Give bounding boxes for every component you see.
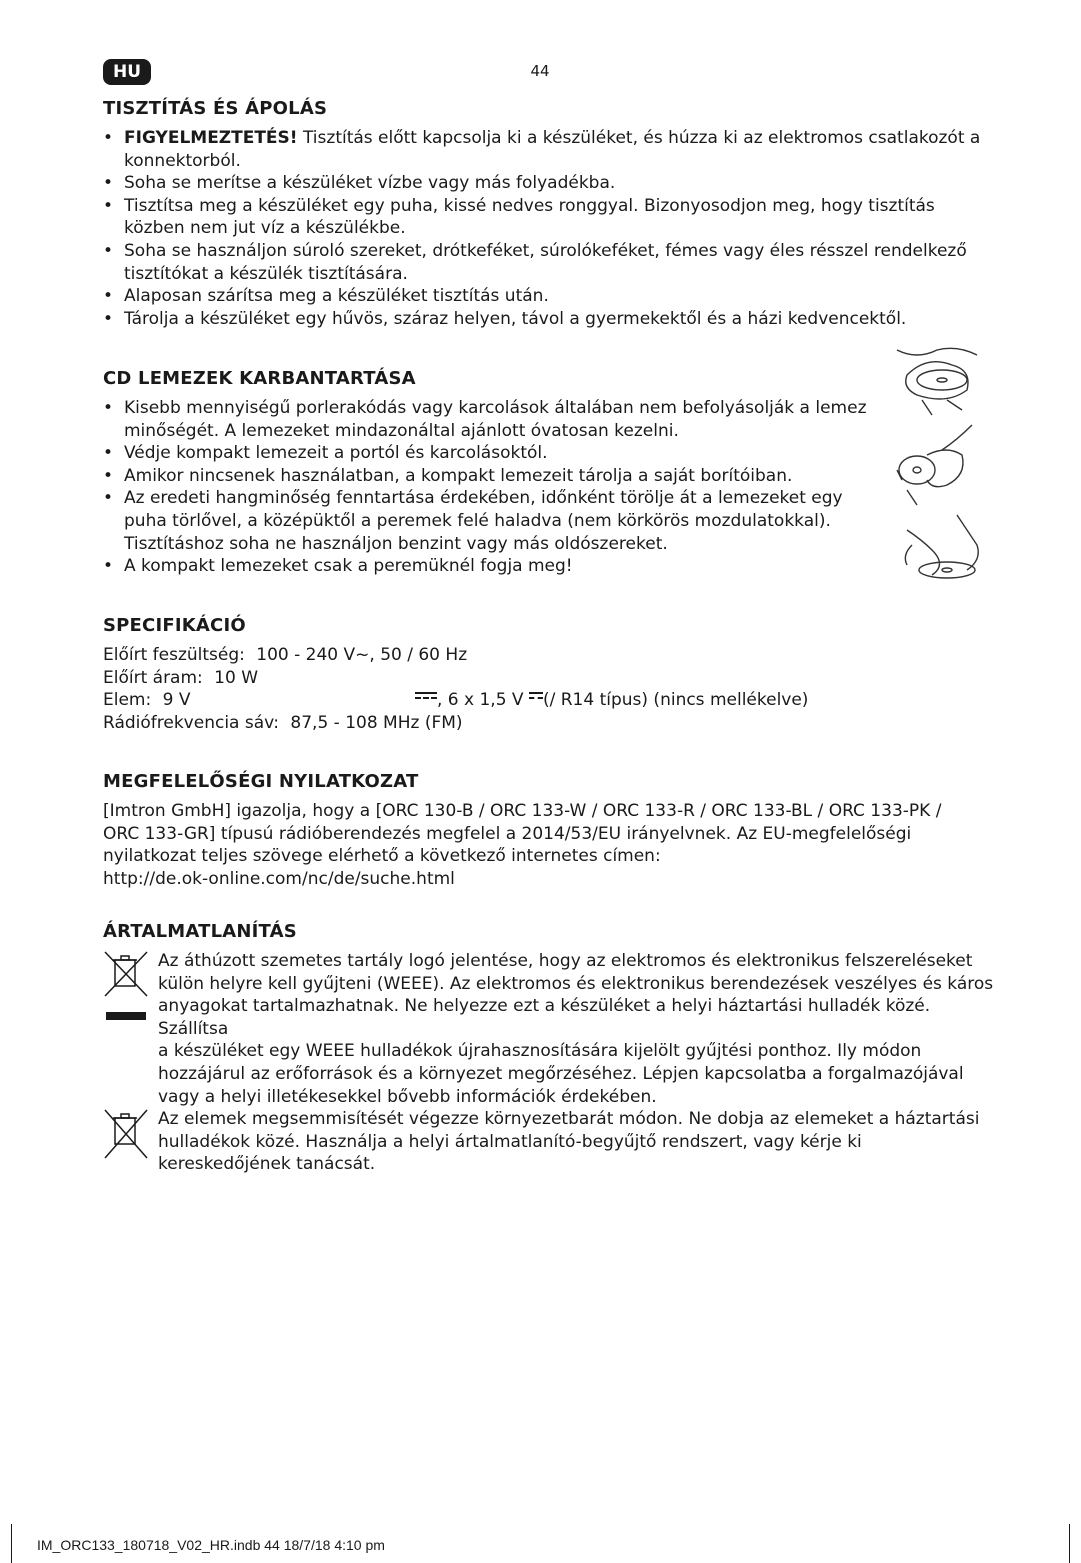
spec-current-row: Előírt áram: 10 W (103, 667, 259, 688)
crossed-bin-icon (103, 950, 149, 1030)
cleaning-section (103, 97, 983, 330)
weee-block (103, 950, 1003, 1108)
disposal-title: ÁRTALMATLANÍTÁS (103, 921, 297, 942)
spec-radio-row: Rádiófrekvencia sáv: 87,5 - 108 MHz (FM) (103, 712, 463, 733)
warning-label: FIGYELMEZTETÉS! (124, 128, 298, 148)
cd-care-list (103, 397, 883, 578)
battery-symbol-icon: ( (542, 690, 550, 711)
weee-text: Az áthúzott szemetes tartály logó jelentése, hogy az elektromos és elektronikus felszereléseket külön helyre kell gyűjteni (WEEE). Az elektromos és elektronikus berendezések veszélyes és káros anyagokat tartalmazhatnak. Ne helyezze ezt a készüléket a helyi háztartási hulladék közé. Szállítsa a készüléket egy WEEE hulladékok újrahasznosítására kijelölt gyűjtési ponthoz. Ily módon hozzájárul az erőforrások és a környezet megőrzéséhez. Lépjen kapcsolatba a forgalmazójával vagy a helyi illetékesekkel bővebb információk érdekében. (158, 951, 994, 1107)
list-item: • Tárolja a készüléket egy hűvös, száraz helyen, távol a gyermekektől és a házi kedvencektől. (103, 308, 907, 329)
language-badge: HU (103, 59, 151, 85)
list-item: • Soha se használjon súroló szereket, drótkeféket, súrolókeféket, fémes vagy éles résszel rendelkező tisztítókat a készülék tisztítására. (103, 240, 967, 284)
hand-gripping-cd-edge-icon (905, 515, 978, 578)
crop-mark (11, 1524, 12, 1563)
conformity-line: [Imtron GmbH] igazolja, hogy a [ORC 130-B / ORC 133-W / ORC 133-R / ORC 133-BL / ORC 133-PK / (103, 801, 942, 821)
cleaning-title: TISZTÍTÁS ÉS ÁPOLÁS (103, 98, 328, 119)
crop-mark (1069, 1524, 1070, 1563)
list-item: • Kisebb mennyiségű porlerakódás vagy karcolások általában nem befolyásolják a lemez minőségét. A lemezeket mindazonáltal ajánlott óvatosan kezelni. (103, 398, 867, 441)
cleaning-list (103, 127, 983, 330)
list-item: • Soha se merítse a készüléket vízbe vagy más folyadékba. (103, 173, 616, 194)
battery-disposal-block (103, 1108, 1003, 1176)
list-item: • Tisztítsa meg a készüléket egy puha, kissé nedves ronggyal. Bizonyosodjon meg, hogy tisztítás közben nem jut víz a készülékbe. (103, 195, 935, 239)
crossed-bin-icon (103, 1108, 149, 1160)
cd-care-section (103, 367, 883, 578)
list-item: • Alaposan szárítsa meg a készüléket tisztítás után. (103, 286, 549, 307)
dc-current-icon (415, 692, 437, 702)
print-slug: IM_ORC133_180718_V02_HR.indb 44 18/7/18 4:10 pm (37, 1537, 385, 1553)
cd-care-title: CD LEMEZEK KARBANTARTÁSA (103, 368, 416, 389)
spec-section (103, 614, 903, 734)
conformity-line: nyilatkozat teljes szövege elérhető a következő internetes címen: (103, 846, 661, 867)
page-number: 44 (530, 62, 550, 80)
hand-holding-cd-icon (897, 348, 977, 415)
spec-voltage-row: Előírt feszültség: 100 - 240 V~, 50 / 60 Hz (103, 645, 468, 665)
disposal-section (103, 920, 1003, 1176)
list-item: • FIGYELMEZTETÉS! Tisztítás előtt kapcsolja ki a készüléket, és húzza ki az elektromos csatlakozót a konnektorból. (103, 128, 981, 171)
list-item: • Amikor nincsenek használatban, a kompakt lemezeit tárolja a saját borítóiban. (103, 465, 793, 486)
conformity-url: http://de.ok-online.com/nc/de/suche.html (103, 868, 455, 889)
spec-title: SPECIFIKÁCIÓ (103, 615, 246, 636)
conformity-title: MEGFELELŐSÉGI NYILATKOZAT (103, 771, 419, 792)
list-item: • Az eredeti hangminőség fenntartása érdekében, időnként törölje át a lemezeket egy puha törlővel, a középüktől a peremek felé haladva (nem körkörös mozdulatokkal). Tisztításhoz soha ne használjon benzint vagy más oldószereket. (103, 488, 843, 554)
cd-handling-illustration (887, 330, 987, 590)
list-item: • A kompakt lemezeket csak a peremüknél fogja meg! (103, 556, 573, 577)
spec-battery-row: Elem: 9 V , 6 x 1,5 V (/ R14 típus) (nincs mellékelve) (103, 690, 809, 711)
conformity-line: ORC 133-GR] típusú rádióberendezés megfelel a 2014/53/EU irányelvnek. Az EU-megfelelőségi (103, 823, 912, 844)
list-item: • Védje kompakt lemezeit a portól és karcolásoktól. (103, 443, 548, 464)
dc-current-icon (529, 692, 543, 702)
conformity-section (103, 770, 983, 890)
hand-wiping-cd-icon (897, 425, 972, 505)
battery-disposal-text: Az elemek megsemmisítését végezze környezetbarát módon. Ne dobja az elemeket a háztartási hulladékok közé. Használja a helyi ártalmatlanító-begyűjtő rendszert, vagy kérje ki kereskedőjének tanácsát. (158, 1109, 980, 1175)
